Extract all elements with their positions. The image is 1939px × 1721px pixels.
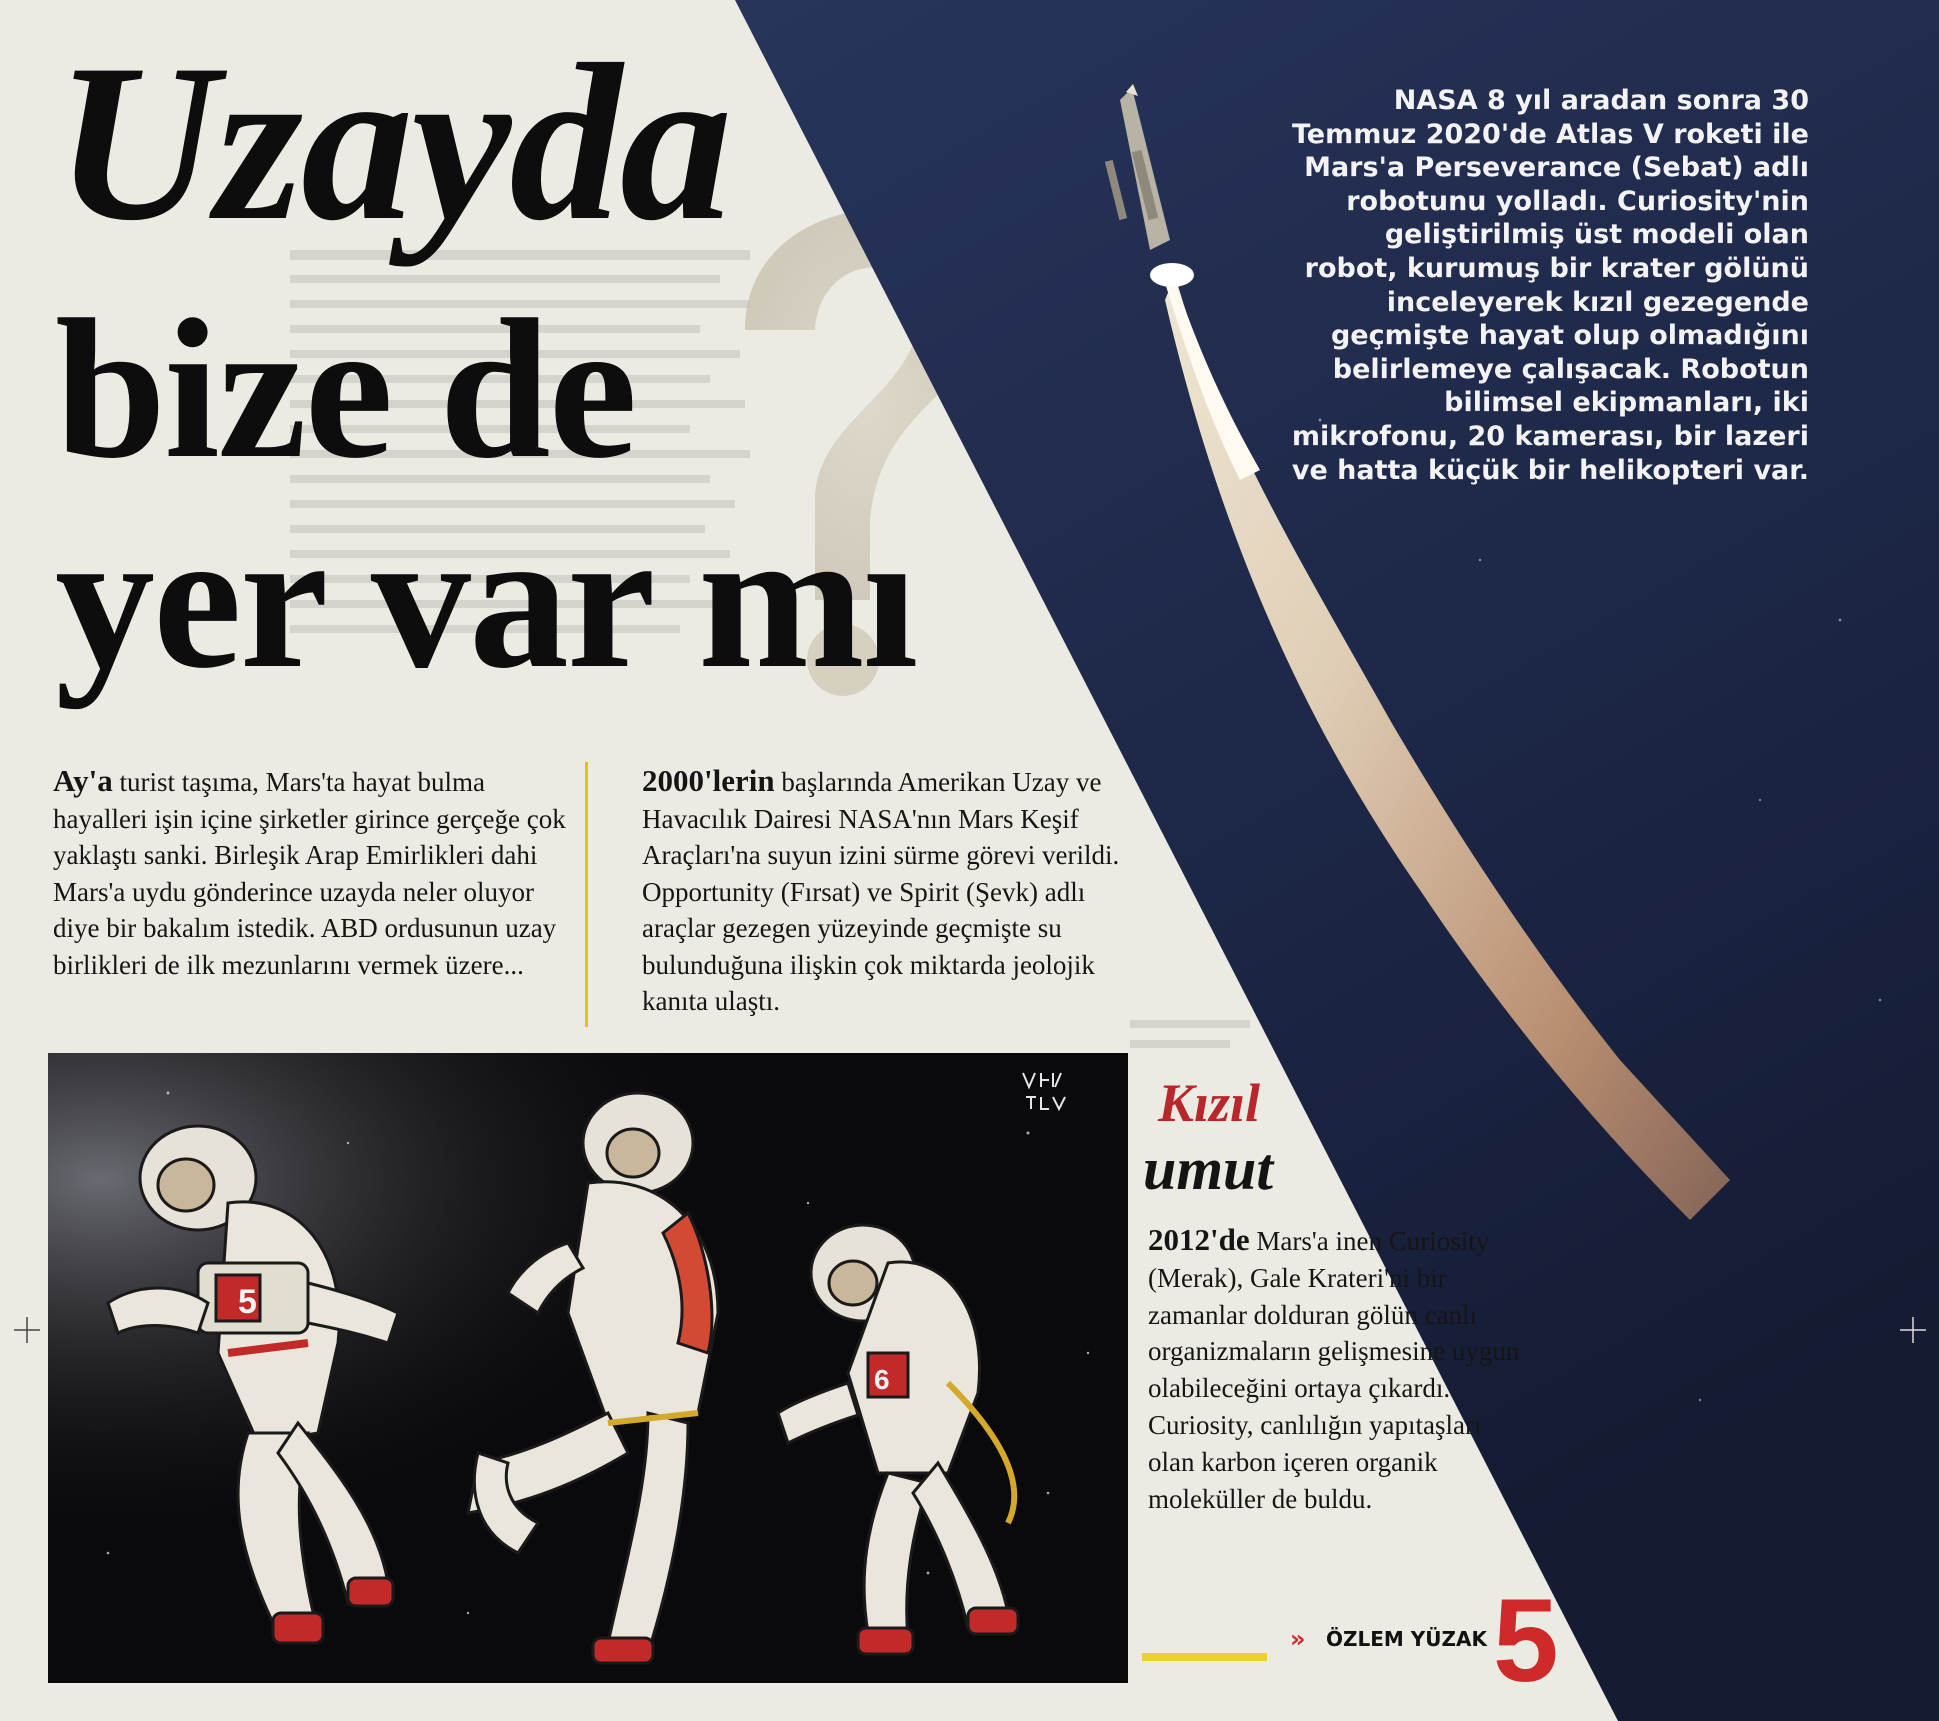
astronaut-number-right: 6: [874, 1364, 890, 1395]
intro-lead: Ay'a: [53, 763, 113, 798]
byline-arrows-icon: »: [1290, 1625, 1306, 1653]
astronauts-drawing: [48, 1053, 1128, 1683]
mars-history-paragraph: [642, 763, 1162, 1020]
sidebar-lead: 2012'de: [1148, 1222, 1250, 1257]
column-divider: [585, 762, 588, 1027]
sidebar-title-line-2: umut: [1143, 1136, 1274, 1202]
intro-text: turist taşıma, Mars'ta hayat bulma hayalleri işin içine şirketler girince gerçeğe çok yaklaştı sanki. Birleşik Arap Emirlikleri dahi Mars'a uydu gönderince uzayda neler oluyor diye bir bakalım istedik. ABD ordusunun uzay birlikleri de ilk mezunlarını vermek üzere...: [53, 767, 566, 980]
sidebar-text: Mars'a inen Curiosity (Merak), Gale Krateri'ni bir zamanlar dolduran gölün canlı organizmaların gelişmesine uygun olabileceğini ortaya çıkardı. Curiosity, canlılığın yapıtaşları olan karbon içeren organik moleküller de buldu.: [1148, 1226, 1520, 1514]
astronauts-illustration: [48, 1053, 1128, 1683]
page-number: 5: [1493, 1575, 1559, 1707]
headline-line-1: Uzayda: [55, 17, 731, 267]
headline-line-3: yer var mı: [55, 489, 917, 710]
astronaut-number-left: 5: [238, 1283, 257, 1321]
sidebar-paragraph: [1148, 1222, 1528, 1517]
mars-history-lead: 2000'lerin: [642, 763, 775, 798]
intro-paragraph: [53, 763, 583, 983]
headline-line-2: bize de: [55, 279, 636, 500]
mars-history-text: başlarında Amerikan Uzay ve Havacılık Dairesi NASA'nın Mars Keşif Araçları'na suyun izini sürme görevi verildi. Opportunity (Fırsat) ve Spirit (Şevk) adlı araçlar gezegen yüzeyinde geçmişte su bulunduğuna ilişkin çok miktarda jeolojik kanıta ulaştı.: [642, 767, 1120, 1016]
rocket-caption: NASA 8 yıl aradan sonra 30 Temmuz 2020'de Atlas V roketi ile Mars'a Perseverance (Sebat) adlı robotunu yolladı. Curiosity'nin geliştirilmiş üst modeli olan robot, kurumuş bir krater gölünü inceleyerek kızıl gezegende geçmişte hayat olup olmadığını belirlemeye çalışacak. Robotun bilimsel ekipmanları, iki mikrofonu, 20 kamerası, bir lazeri ve hatta küçük bir helikopteri var.: [1291, 85, 1809, 486]
byline-underline: [1142, 1653, 1267, 1661]
byline-author: ÖZLEM YÜZAK: [1326, 1627, 1487, 1651]
sidebar-title-line-1: Kızıl: [1158, 1073, 1261, 1133]
